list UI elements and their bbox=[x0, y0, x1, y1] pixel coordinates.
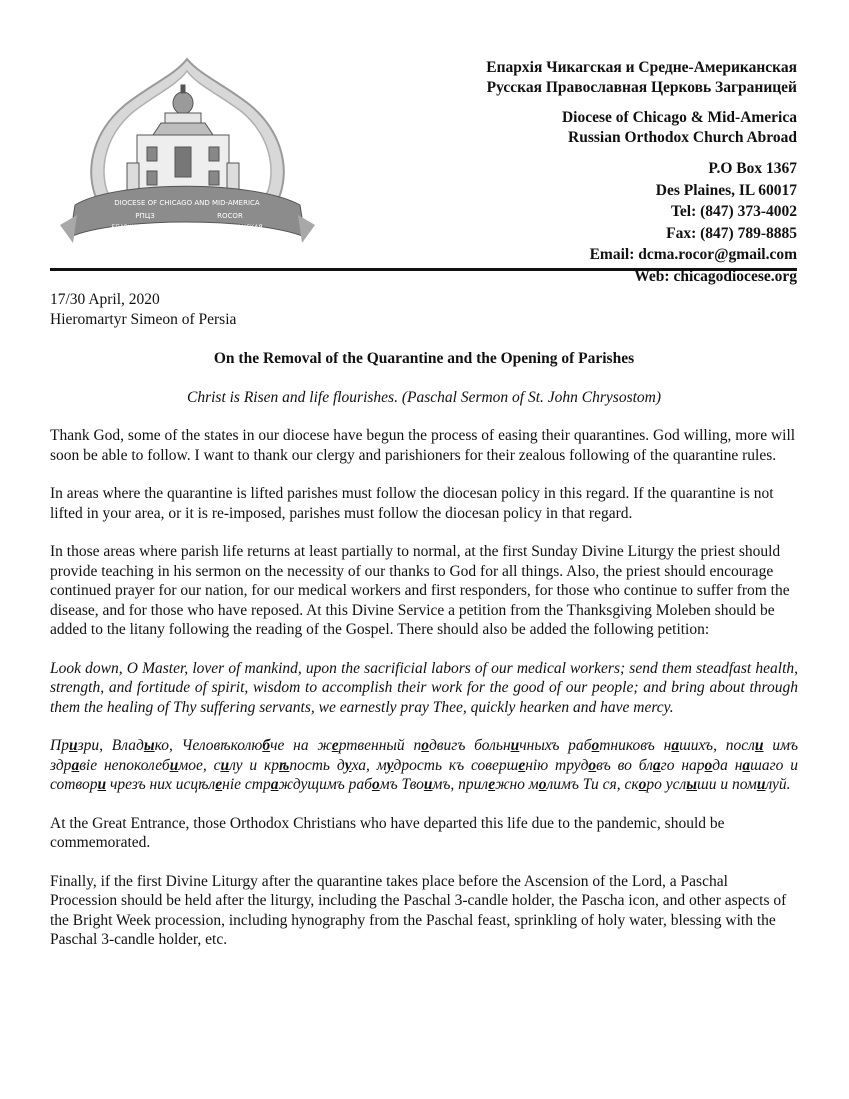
accent-mark: е bbox=[518, 756, 526, 774]
paragraph-1: Thank God, some of the states in our diocese have begun the process of easing their quarantines. God willing, more will soon be able to follow. I want to thank our clergy and parishioners for their zealous following of the quarantine rules. bbox=[50, 427, 796, 464]
accent-mark: у bbox=[386, 756, 394, 774]
slavonic-text: жно м bbox=[495, 776, 539, 793]
accent-mark: о bbox=[588, 756, 597, 774]
epigraph: Christ is Risen and life flourishes. (Paschal Sermon of St. John Chrysostom) bbox=[186, 388, 662, 406]
accent-mark: и bbox=[756, 776, 766, 793]
slavonic-text: да н bbox=[712, 756, 743, 774]
accent-mark: и bbox=[754, 737, 764, 754]
slavonic-text: луй. bbox=[765, 776, 791, 793]
email-link[interactable]: Email: dcma.rocor@gmail.com bbox=[589, 246, 797, 263]
accent-mark: у bbox=[344, 756, 352, 774]
letter-title: On the Removal of the Quarantine and the Opening of Parishes bbox=[213, 350, 635, 367]
accent-mark: а bbox=[652, 756, 661, 774]
accent-mark: е bbox=[331, 737, 339, 754]
accent-mark: о bbox=[638, 776, 647, 793]
accent-mark: о bbox=[421, 737, 429, 754]
slavonic-text: лу и кр bbox=[229, 756, 279, 774]
accent-mark: а bbox=[742, 756, 751, 774]
slavonic-text: віе непоколеб bbox=[79, 756, 170, 774]
slavonic-text: шаго и сотвор bbox=[50, 756, 799, 793]
accent-mark: и bbox=[220, 756, 230, 774]
slavonic-text: ха, м bbox=[351, 756, 387, 774]
slavonic-text: шихъ, посл bbox=[679, 737, 755, 754]
russian-name-block bbox=[377, 58, 797, 98]
diocese-logo bbox=[55, 55, 320, 255]
slavonic-text: мъ, прил bbox=[432, 776, 489, 793]
slavonic-text: мъ Тво bbox=[379, 776, 424, 793]
accent-mark: о bbox=[591, 737, 600, 754]
diocese-seal-icon bbox=[55, 55, 320, 255]
fax: Fax: (847) 789-8885 bbox=[666, 224, 797, 242]
slavonic-text: тниковъ н bbox=[599, 737, 672, 754]
po-box: P.O Box 1367 bbox=[708, 160, 797, 177]
telephone: Tel: (847) 373-4002 bbox=[671, 203, 797, 220]
church-name-en: Russian Orthodox Church Abroad bbox=[568, 129, 797, 146]
petition-slavonic bbox=[50, 736, 798, 795]
accent-mark: о bbox=[538, 776, 547, 793]
petition-english: Look down, O Master, lover of mankind, upon the sacrificial labors of our medical workers; send them steadfast health, strength, and fortitude of spirit, wisdom to accomplish their work for the good of our people; and bring about through them the healing of Thy suffering servants, we earnestly pray Thee, quickly hearken and have mercy. bbox=[50, 659, 798, 716]
accent-mark: ѣ bbox=[279, 756, 290, 774]
letterhead bbox=[377, 58, 797, 297]
slavonic-text: пость д bbox=[289, 756, 345, 774]
slavonic-text: лимъ Ти ся, ск bbox=[546, 776, 639, 793]
slavonic-text: ждущимъ раб bbox=[278, 776, 372, 793]
slavonic-text: въ во бл bbox=[596, 756, 653, 774]
city-address: Des Plaines, IL 60017 bbox=[655, 181, 797, 199]
paragraph-2: In areas where the quarantine is lifted parishes must follow the diocesan policy in this regard. If the quarantine is not lifted in your area, or it is re-imposed, parishes must follow the diocesan policy in that regard. bbox=[50, 485, 774, 522]
accent-mark: е bbox=[215, 776, 223, 793]
slavonic-text: двигъ больн bbox=[428, 737, 511, 754]
accent-mark: и bbox=[97, 776, 107, 793]
accent-mark: и bbox=[510, 737, 520, 754]
paragraph-4: At the Great Entrance, those Orthodox Christians who have departed this life due to the pandemic, should be commemorated. bbox=[50, 814, 725, 851]
slavonic-text: ко, Человѣколю bbox=[154, 737, 263, 754]
banner-left-text: РПЦЗ bbox=[135, 212, 155, 220]
accent-mark: а bbox=[71, 756, 80, 774]
slavonic-text: мое, с bbox=[178, 756, 221, 774]
letter-date: 17/30 April, 2020 bbox=[50, 291, 160, 308]
accent-mark: и bbox=[169, 756, 179, 774]
accent-mark: ы bbox=[143, 737, 155, 754]
slavonic-text: Пр bbox=[50, 737, 69, 754]
accent-mark: е bbox=[488, 776, 496, 793]
diocese-name-ru: Епархія Чикагская и Средне-Американская bbox=[486, 59, 797, 76]
feast-of-saint: Hieromartyr Simeon of Persia bbox=[50, 310, 237, 328]
slavonic-text: имъ здр bbox=[50, 737, 799, 774]
paragraph-3: In those areas where parish life returns at least partially to normal, at the first Sunday Divine Liturgy the priest should provide teaching in his sermon on the necessity of our thanks to God for all things. Also, the priest should encourage continued prayer for our nation, for our medical workers and first responders, for those who continue to suffer from the disease, and for those who have reposed. At this Divine Service a petition from the Thanksgiving Moleben should be added to the litany following the reading of the Gospel. There should also be added the following petition: bbox=[50, 543, 790, 638]
accent-mark: а bbox=[671, 737, 680, 754]
accent-mark: и bbox=[423, 776, 433, 793]
accent-mark: о bbox=[704, 756, 713, 774]
web-link[interactable]: Web: chicagodiocese.org bbox=[634, 267, 797, 285]
slavonic-text: чрезъ них исцѣл bbox=[106, 776, 216, 793]
accent-mark: и bbox=[68, 737, 78, 754]
paragraph-5: Finally, if the first Divine Liturgy after the quarantine takes place before the Ascension of the Lord, a Paschal Procession should be held after the liturgy, including the Paschal 3-candle holder, the Pascha icon, and other aspects of the Bright Week procession, including hynography from the Paschal feast, sprinkling of holy water, blessing with the Paschal 3-candle holder, etc. bbox=[50, 872, 787, 948]
accent-mark: ы bbox=[686, 776, 698, 793]
diocese-name-en: Diocese of Chicago & Mid-America bbox=[561, 109, 797, 126]
slavonic-text: зри, Влад bbox=[77, 737, 144, 754]
english-name-block bbox=[377, 108, 797, 148]
slavonic-text: дрость къ соверш bbox=[393, 756, 519, 774]
header-divider bbox=[50, 268, 797, 271]
banner-lower-text: ЕПАРХІЯ ЧИКАГСКАЯ И СРЕДНЕ-АМЕРИКАНСКАЯ bbox=[111, 224, 263, 231]
slavonic-text: ртвенный п bbox=[338, 737, 422, 754]
church-name-ru: Русская Православная Церковь Заграницей bbox=[486, 79, 797, 96]
slavonic-text: ши и пом bbox=[697, 776, 757, 793]
slavonic-text: нію труд bbox=[525, 756, 589, 774]
slavonic-text: го нар bbox=[660, 756, 705, 774]
slavonic-text: чныхъ раб bbox=[519, 737, 592, 754]
banner-upper-text: DIOCESE OF CHICAGO AND MID-AMERICA bbox=[114, 199, 260, 207]
letter-body bbox=[50, 290, 798, 950]
slavonic-text: че на ж bbox=[270, 737, 332, 754]
accent-mark: о bbox=[371, 776, 380, 793]
banner-right-text: ROCOR bbox=[217, 212, 243, 220]
slavonic-text: ніе стр bbox=[222, 776, 271, 793]
slavonic-text: ро усл bbox=[646, 776, 687, 793]
accent-mark: б bbox=[262, 737, 271, 754]
accent-mark: а bbox=[270, 776, 279, 793]
